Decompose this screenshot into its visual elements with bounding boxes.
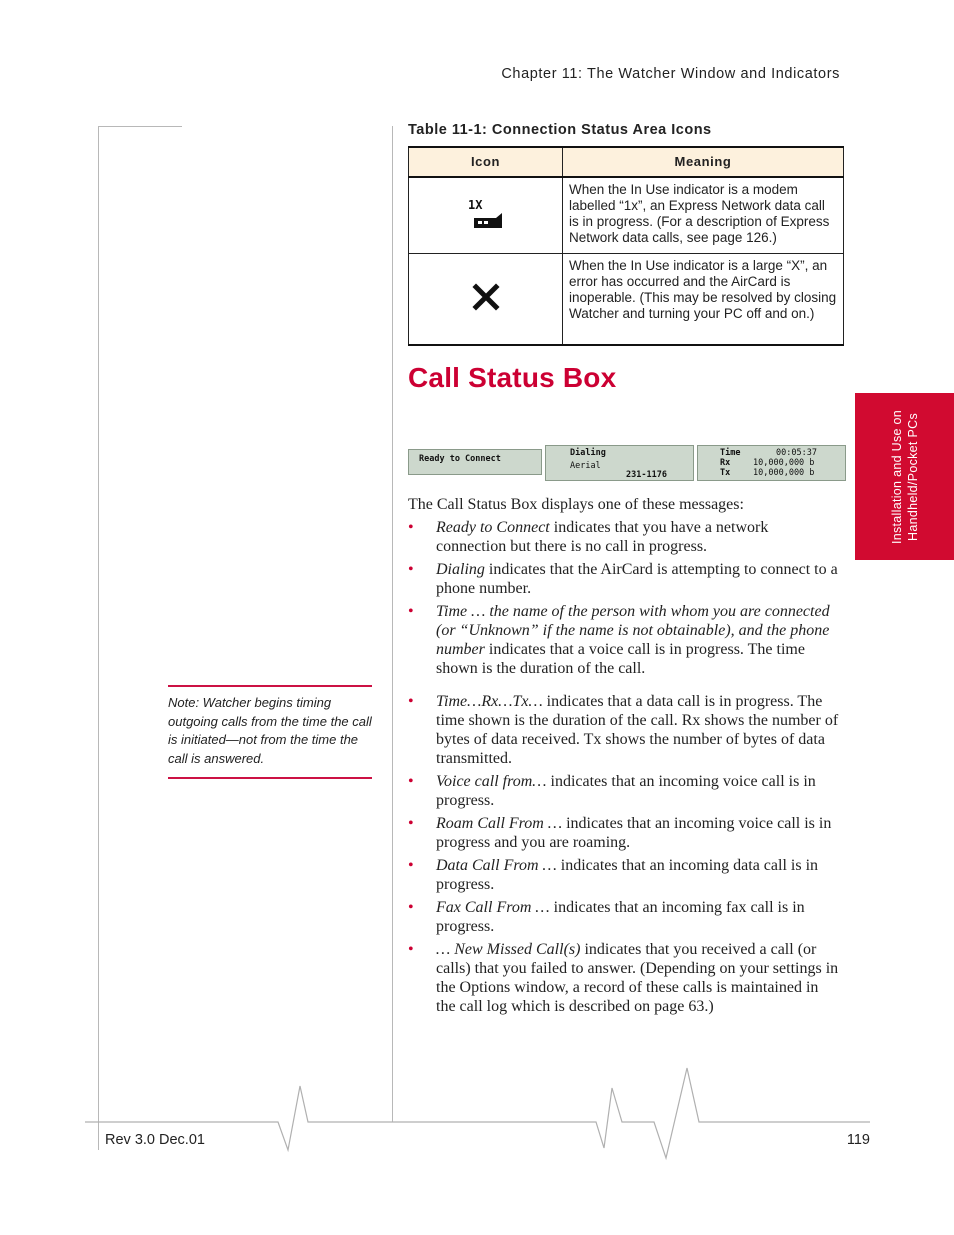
list-item: • Time…Rx…Tx… indicates that a data call is in progress. The time shown is the duration of the call. Rx shows the number of bytes of data received. Tx shows the number of bytes of data transmitted. — [408, 693, 839, 767]
intro-paragraph: The Call Status Box displays one of these messages: — [408, 496, 744, 513]
list-item: • Roam Call From … indicates that an incoming voice call is in progress and you are roaming. — [408, 815, 832, 851]
status-rx-label: Rx — [720, 458, 731, 468]
icon-cell — [409, 254, 563, 346]
side-tab — [855, 393, 954, 560]
column-header-icon: Icon — [409, 147, 563, 177]
connection-status-icons-table — [408, 146, 844, 346]
status-dialing-title: Dialing — [570, 448, 606, 458]
section-title: Call Status Box — [408, 362, 617, 393]
status-tx-label: Tx — [720, 468, 731, 478]
status-tx-value: 10,000,000 b — [753, 468, 815, 478]
status-dialing-number: 231-1176 — [626, 470, 667, 480]
list-item: • Time … the name of the person with whom you are connected (or “Unknown” if the name is not obtainable), and the phone number indicates that a voice call is in progress. The time shown is the duration of the call. — [408, 603, 830, 677]
status-box-dialing — [545, 445, 694, 481]
note-text: Note: Watcher begins timing outgoing calls from the time the call is initiated—not from the time the call is answered. — [168, 695, 372, 766]
meaning-cell: When the In Use indicator is a large “X”, an error has occurred and the AirCard is inoperable. (This may be resolved by closing Watcher and turning your PC off and on.) — [563, 254, 844, 346]
frame-column-divider — [392, 126, 393, 1122]
list-item: • Data Call From … indicates that an incoming data call is in progress. — [408, 857, 819, 893]
chapter-header: Chapter 11: The Watcher Window and Indicators — [501, 66, 840, 82]
1x-modem-icon — [466, 197, 506, 231]
footer-revision: Rev 3.0 Dec.01 — [105, 1132, 205, 1148]
frame-left-line — [98, 126, 99, 1150]
status-box-ready — [408, 449, 542, 475]
list-item: • Dialing indicates that the AirCard is attempting to connect to a phone number. — [408, 561, 838, 597]
note-box — [168, 685, 372, 779]
meaning-cell: When the In Use indicator is a modem labelled “1x”, an Express Network data call is in progress. (For a description of Express Network data calls, see page 126.) — [563, 177, 844, 254]
status-dialing-name: Aerial — [570, 461, 601, 471]
x-error-icon — [472, 283, 500, 311]
table-caption: Table 11-1: Connection Status Area Icons — [408, 122, 712, 138]
status-ready-text: Ready to Connect — [419, 454, 501, 464]
status-time-label: Time — [720, 448, 741, 458]
table-row — [409, 177, 844, 254]
list-item: • Fax Call From … indicates that an incoming fax call is in progress. — [408, 899, 805, 935]
frame-top-line — [98, 126, 182, 127]
side-tab-label: Installation and Use on Handheld/Pocket PCs — [889, 409, 920, 544]
column-header-meaning: Meaning — [563, 147, 844, 177]
list-item: • Ready to Connect indicates that you have a network connection but there is no call in progress. — [408, 519, 769, 555]
status-time-value: 00:05:37 — [776, 448, 817, 458]
list-item: • … New Missed Call(s) indicates that you received a call (or calls) that you failed to answer. (Depending on your settings in the Options window, a record of these calls is maintained in the call log which is described on page 63.) — [408, 941, 839, 1015]
bullet-list-b — [408, 692, 840, 1020]
icon-cell — [409, 177, 563, 254]
svg-text:1X: 1X — [467, 197, 482, 212]
footer-waveform-line — [0, 1060, 954, 1170]
table-row — [409, 254, 844, 346]
page-number: 119 — [846, 1132, 870, 1148]
bullet-list-a — [408, 518, 840, 682]
list-item: • Voice call from… indicates that an incoming voice call is in progress. — [408, 773, 816, 809]
status-box-data-call — [697, 445, 846, 481]
status-rx-value: 10,000,000 b — [753, 458, 815, 468]
